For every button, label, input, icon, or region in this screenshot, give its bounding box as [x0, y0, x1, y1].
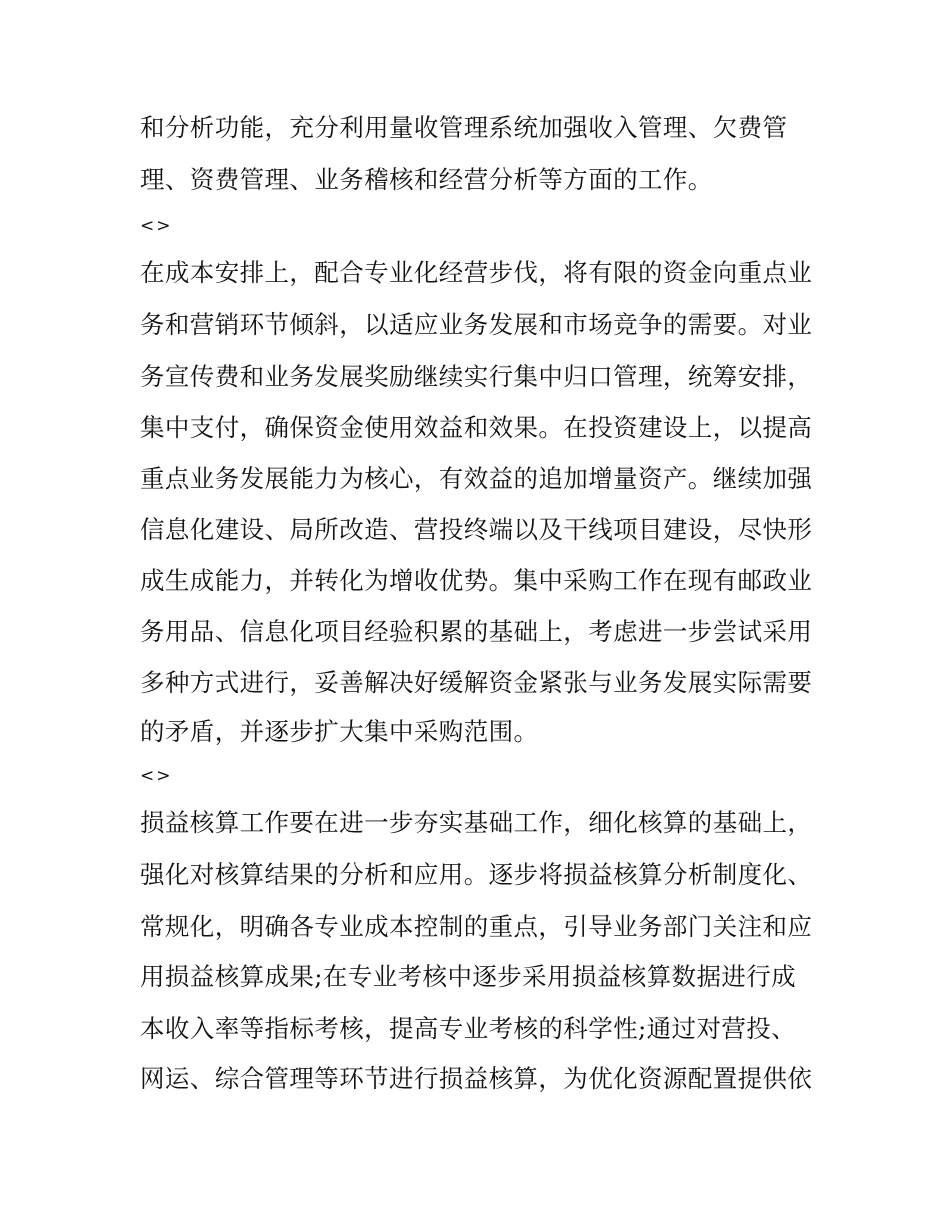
paragraph-line: 集中支付，确保资金使用效益和效果。在投资建设上，以提高: [140, 413, 813, 442]
paragraph-line: 重点业务发展能力为核心，有效益的追加增量资产。继续加强: [140, 464, 813, 493]
paragraph-line: 损益核算工作要在进一步夯实基础工作，细化核算的基础上，: [140, 808, 813, 837]
paragraph-line: 网运、综合管理等环节进行损益核算，为优化资源配置提供依: [140, 1064, 813, 1093]
paragraph-line: 强化对核算结果的分析和应用。逐步将损益核算分析制度化、: [140, 860, 813, 889]
paragraph-line: 务宣传费和业务发展奖励继续实行集中归口管理，统筹安排，: [140, 362, 813, 391]
section-separator: <>: [140, 216, 173, 236]
paragraph-line: 在成本安排上，配合专业化经营步伐，将有限的资金向重点业: [140, 258, 813, 287]
paragraph-line: 多种方式进行，妥善解决好缓解资金紧张与业务发展实际需要: [140, 668, 813, 697]
paragraph-line: 信息化建设、局所改造、营投终端以及干线项目建设，尽快形: [140, 515, 813, 544]
paragraph-line: 用损益核算成果;在专业考核中逐步采用损益核算数据进行成: [140, 962, 797, 991]
paragraph-line: 务和营销环节倾斜，以适应业务发展和市场竞争的需要。对业: [140, 310, 813, 339]
section-separator: <>: [140, 766, 173, 786]
paragraph-line: 的矛盾，并逐步扩大集中采购范围。: [140, 717, 539, 746]
paragraph-line: 常规化，明确各专业成本控制的重点，引导业务部门关注和应: [140, 912, 813, 941]
paragraph-line: 理、资费管理、业务稽核和经营分析等方面的工作。: [140, 165, 713, 194]
paragraph-line: 成生成能力，并转化为增收优势。集中采购工作在现有邮政业: [140, 566, 813, 595]
paragraph-line: 务用品、信息化项目经验积累的基础上，考虑进一步尝试采用: [140, 617, 813, 646]
paragraph-line: 和分析功能，充分利用量收管理系统加强收入管理、欠费管: [140, 113, 788, 142]
paragraph-line: 本收入率等指标考核，提高专业考核的科学性;通过对营投、: [140, 1014, 797, 1043]
